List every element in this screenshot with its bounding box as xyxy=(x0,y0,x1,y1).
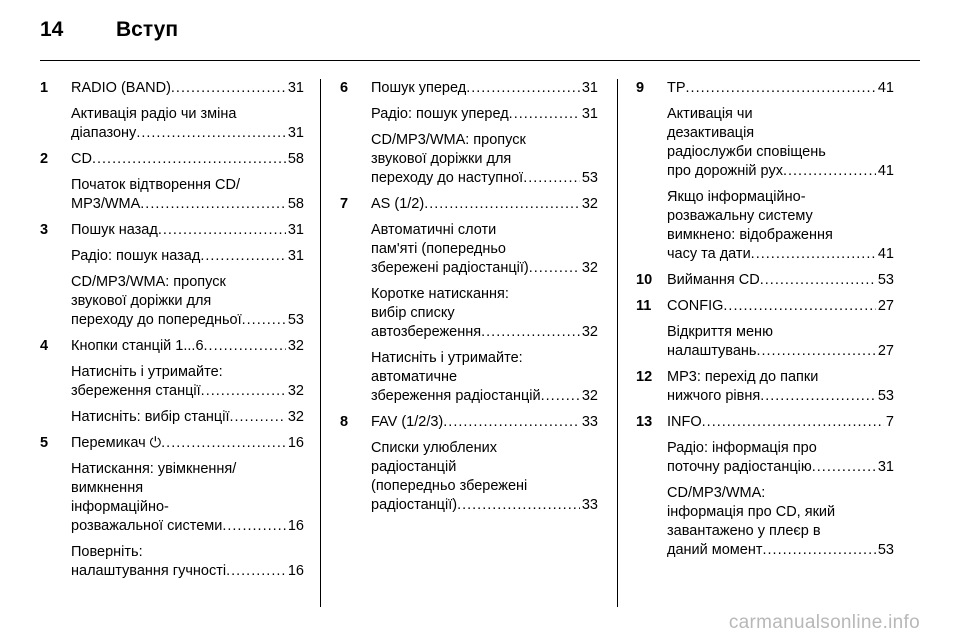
page-reference: 32 xyxy=(581,260,598,276)
entry-text: FAV (1/2/3) xyxy=(371,414,444,430)
dot-leader xyxy=(92,150,286,169)
dot-leader xyxy=(762,541,875,560)
entry-text-line: CD/MP3/WMA: xyxy=(667,485,766,501)
page-reference: 16 xyxy=(287,563,304,579)
entry-number: 11 xyxy=(636,298,652,314)
entry-text: RADIO (BAND) xyxy=(71,80,171,96)
page-reference: 32 xyxy=(581,324,598,340)
entry-text-line: інформаційно- xyxy=(71,499,169,515)
entry-text-line: Активація радіо чи зміна xyxy=(71,106,237,122)
page-reference: 58 xyxy=(287,196,304,212)
index-entry xyxy=(340,195,598,214)
entry-leader-line xyxy=(71,408,304,427)
entry-text: про дорожній рух xyxy=(667,163,783,179)
entry-text-line: Поверніть: xyxy=(71,544,143,560)
entry-text-line: Активація чи xyxy=(667,106,753,122)
dot-leader xyxy=(686,79,876,98)
entry-text-line: Натисніть і утримайте: xyxy=(371,350,523,366)
column-divider xyxy=(617,79,618,607)
page-reference: 31 xyxy=(581,106,598,122)
page-number: 14 xyxy=(40,18,64,41)
entry-text: діапазону xyxy=(71,125,137,141)
entry-leader-line xyxy=(371,79,598,98)
index-subentry xyxy=(636,105,894,181)
dot-leader xyxy=(242,311,286,330)
dot-leader xyxy=(201,382,286,401)
entry-leader-line xyxy=(71,195,304,214)
entry-text: Пошук уперед xyxy=(371,80,467,96)
index-subentry xyxy=(40,460,304,536)
dot-leader xyxy=(158,221,286,240)
page-reference: 7 xyxy=(885,414,894,430)
entry-text-line: розважальну систему xyxy=(667,208,813,224)
entry-text: збереження станції xyxy=(71,383,201,399)
entry-text: TP xyxy=(667,80,686,96)
entry-text-line: Натисніть і утримайте: xyxy=(71,364,223,380)
page-reference: 33 xyxy=(581,414,598,430)
entry-text: розважальної системи xyxy=(71,518,223,534)
page-reference: 27 xyxy=(877,343,894,359)
page-reference: 41 xyxy=(877,163,894,179)
dot-leader xyxy=(723,297,875,316)
index-subentry xyxy=(340,221,598,278)
entry-text: збережені радіостанції) xyxy=(371,260,529,276)
entry-text-line: звукової доріжки для xyxy=(71,293,212,309)
entry-number: 6 xyxy=(340,80,349,96)
dot-leader xyxy=(760,271,876,290)
entry-number: 10 xyxy=(636,272,653,288)
index-entry xyxy=(40,150,304,169)
page-title: Вступ xyxy=(116,18,179,41)
index-entry xyxy=(40,434,304,453)
entry-number: 5 xyxy=(40,435,49,451)
entry-number: 8 xyxy=(340,414,349,430)
index-entry xyxy=(636,413,894,432)
entry-text: INFO xyxy=(667,414,702,430)
page-reference: 53 xyxy=(877,542,894,558)
dot-leader xyxy=(171,79,286,98)
entry-text-line: Натискання: увімкнення/ xyxy=(71,461,237,477)
watermark: carmanualsonline.info xyxy=(728,612,920,633)
entry-leader-line xyxy=(71,337,304,356)
index-column-1 xyxy=(40,79,304,588)
entry-text-line: CD/MP3/WMA: пропуск xyxy=(71,274,226,290)
entry-text: AS (1/2) xyxy=(371,196,425,212)
entry-text-line: MP3: перехід до папки xyxy=(667,369,819,385)
entry-text-line: CD/MP3/WMA: пропуск xyxy=(371,132,526,148)
entry-text-line: вимкнено: відображення xyxy=(667,227,833,243)
entry-text: переходу до наступної xyxy=(371,170,524,186)
entry-number: 7 xyxy=(340,196,349,212)
page-reference: 32 xyxy=(581,388,598,404)
dot-leader xyxy=(457,496,580,515)
entry-number: 13 xyxy=(636,414,653,430)
entry-leader-line xyxy=(71,79,304,98)
entry-text-line: Списки улюблених xyxy=(371,440,497,456)
entry-leader-line xyxy=(371,105,598,124)
column-divider xyxy=(320,79,321,607)
entry-text-line: автоматичне xyxy=(371,369,458,385)
index-entry xyxy=(340,79,598,98)
index-subentry xyxy=(40,247,304,266)
page-reference: 53 xyxy=(877,272,894,288)
dot-leader xyxy=(783,162,876,181)
entry-leader-line xyxy=(71,221,304,240)
header-rule xyxy=(40,60,920,61)
entry-text: поточну радіостанцію xyxy=(667,459,812,475)
entry-text: радіостанції) xyxy=(371,497,458,513)
index-subentry xyxy=(40,363,304,401)
page-reference: 53 xyxy=(877,388,894,404)
entry-leader-line xyxy=(71,382,304,401)
entry-text: нижчого рівня xyxy=(667,388,761,404)
page-reference: 41 xyxy=(877,246,894,262)
page-reference: 31 xyxy=(287,222,304,238)
index-entry xyxy=(636,79,894,98)
entry-text: Радіо: пошук назад xyxy=(71,248,201,264)
entry-leader-line xyxy=(71,150,304,169)
dot-leader xyxy=(161,434,286,453)
entry-number: 3 xyxy=(40,222,49,238)
entry-text: автозбереження xyxy=(371,324,482,340)
entry-leader-line xyxy=(371,413,598,432)
index-subentry xyxy=(636,188,894,264)
entry-text: Натисніть: вибір станції xyxy=(71,409,230,425)
entry-leader-line xyxy=(71,517,304,536)
page-reference: 31 xyxy=(287,80,304,96)
page-reference: 31 xyxy=(581,80,598,96)
page-reference: 32 xyxy=(287,383,304,399)
entry-leader-line xyxy=(667,413,894,432)
index-entry xyxy=(40,221,304,240)
entry-text: Пошук назад xyxy=(71,222,158,238)
entry-text-line: інформація про CD, який xyxy=(667,504,836,520)
entry-text-line: Коротке натискання: xyxy=(371,286,509,302)
dot-leader xyxy=(523,169,580,188)
entry-text-line: вибір списку xyxy=(371,305,455,321)
dot-leader xyxy=(481,323,580,342)
page-reference: 53 xyxy=(581,170,598,186)
entry-leader-line xyxy=(667,79,894,98)
entry-text: CD xyxy=(71,151,92,167)
index-column-2 xyxy=(340,79,598,522)
entry-text-line: дезактивація xyxy=(667,125,755,141)
dot-leader xyxy=(424,195,580,214)
entry-text-line: Відкриття меню xyxy=(667,324,773,340)
dot-leader xyxy=(136,124,286,143)
entry-text-line: пам'яті (попередньо xyxy=(371,241,506,257)
page-reference: 31 xyxy=(877,459,894,475)
entry-leader-line xyxy=(667,342,894,361)
entry-leader-line xyxy=(371,195,598,214)
dot-leader xyxy=(204,337,286,356)
index-subentry xyxy=(340,131,598,188)
entry-text: Кнопки станцій 1...6 xyxy=(71,338,204,354)
index-subentry xyxy=(636,323,894,361)
entry-number: 4 xyxy=(40,338,49,354)
dot-leader xyxy=(229,408,285,427)
page-reference: 31 xyxy=(287,248,304,264)
entry-leader-line xyxy=(371,323,598,342)
entry-leader-line xyxy=(667,541,894,560)
entry-text: переходу до попередньої xyxy=(71,312,242,328)
index-subentry xyxy=(40,408,304,427)
page-reference: 41 xyxy=(877,80,894,96)
index-subentry xyxy=(40,176,304,214)
entry-leader-line xyxy=(371,169,598,188)
entry-text-line: радіостанцій xyxy=(371,459,457,475)
entry-text: MP3/WMA xyxy=(71,196,141,212)
index-entry xyxy=(40,79,304,98)
dot-leader xyxy=(200,247,286,266)
entry-leader-line xyxy=(667,245,894,264)
page-reference: 32 xyxy=(287,338,304,354)
entry-text: даний момент xyxy=(667,542,763,558)
entry-leader-line xyxy=(371,387,598,406)
dot-leader xyxy=(509,105,580,124)
entry-leader-line xyxy=(667,162,894,181)
entry-leader-line xyxy=(667,387,894,406)
entry-leader-line xyxy=(371,496,598,515)
entry-text: Перемикач ⏻ xyxy=(71,435,162,451)
entry-text-line: Автоматичні слоти xyxy=(371,222,497,238)
entry-leader-line xyxy=(667,297,894,316)
index-entry xyxy=(636,271,894,290)
dot-leader xyxy=(466,79,580,98)
entry-text-line: завантажено у плеєр в xyxy=(667,523,821,539)
index-entry xyxy=(636,368,894,406)
index-subentry xyxy=(636,439,894,477)
entry-text: налаштувань xyxy=(667,343,757,359)
entry-number: 12 xyxy=(636,369,653,385)
entry-text-line: Початок відтворення CD/ xyxy=(71,177,241,193)
entry-text-line: вимкнення xyxy=(71,480,144,496)
index-subentry xyxy=(340,105,598,124)
dot-leader xyxy=(756,342,875,361)
entry-text: Виймання CD xyxy=(667,272,760,288)
entry-leader-line xyxy=(667,458,894,477)
dot-leader xyxy=(812,458,876,477)
dot-leader xyxy=(226,562,286,581)
entry-leader-line xyxy=(71,124,304,143)
entry-text-line: звукової доріжки для xyxy=(371,151,512,167)
entry-number: 1 xyxy=(40,80,49,96)
entry-text: збереження радіостанцій xyxy=(371,388,541,404)
page-reference: 27 xyxy=(877,298,894,314)
entry-text: Радіо: пошук уперед xyxy=(371,106,509,122)
entry-leader-line xyxy=(667,271,894,290)
index-column-3 xyxy=(636,79,894,567)
dot-leader xyxy=(140,195,286,214)
index-entry xyxy=(636,297,894,316)
dot-leader xyxy=(541,387,580,406)
index-subentry xyxy=(340,349,598,406)
dot-leader xyxy=(222,517,286,536)
index-entry xyxy=(40,337,304,356)
entry-text-line: радіослужби сповіщень xyxy=(667,144,826,160)
dot-leader xyxy=(751,245,876,264)
entry-text: налаштування гучності xyxy=(71,563,227,579)
dot-leader xyxy=(443,413,580,432)
dot-leader xyxy=(702,413,884,432)
page-reference: 53 xyxy=(287,312,304,328)
entry-leader-line xyxy=(71,434,304,453)
page-reference: 32 xyxy=(287,409,304,425)
entry-leader-line xyxy=(71,247,304,266)
page-reference: 16 xyxy=(287,435,304,451)
page-reference: 31 xyxy=(287,125,304,141)
index-subentry xyxy=(340,285,598,342)
page-reference: 58 xyxy=(287,151,304,167)
entry-number: 9 xyxy=(636,80,645,96)
index-subentry xyxy=(340,439,598,515)
page-reference: 16 xyxy=(287,518,304,534)
index-subentry xyxy=(636,484,894,560)
entry-leader-line xyxy=(371,259,598,278)
dot-leader xyxy=(529,259,580,278)
entry-number: 2 xyxy=(40,151,49,167)
entry-text: часу та дати xyxy=(667,246,751,262)
entry-leader-line xyxy=(71,311,304,330)
page-reference: 32 xyxy=(581,196,598,212)
index-subentry xyxy=(40,105,304,143)
index-entry xyxy=(340,413,598,432)
entry-text-line: (попередньо збережені xyxy=(371,478,528,494)
index-subentry xyxy=(40,543,304,581)
page-reference: 33 xyxy=(581,497,598,513)
entry-text-line: Якщо інформаційно- xyxy=(667,189,806,205)
entry-leader-line xyxy=(71,562,304,581)
entry-text: CONFIG xyxy=(667,298,724,314)
index-subentry xyxy=(40,273,304,330)
entry-text-line: Радіо: інформація про xyxy=(667,440,817,456)
dot-leader xyxy=(760,387,876,406)
